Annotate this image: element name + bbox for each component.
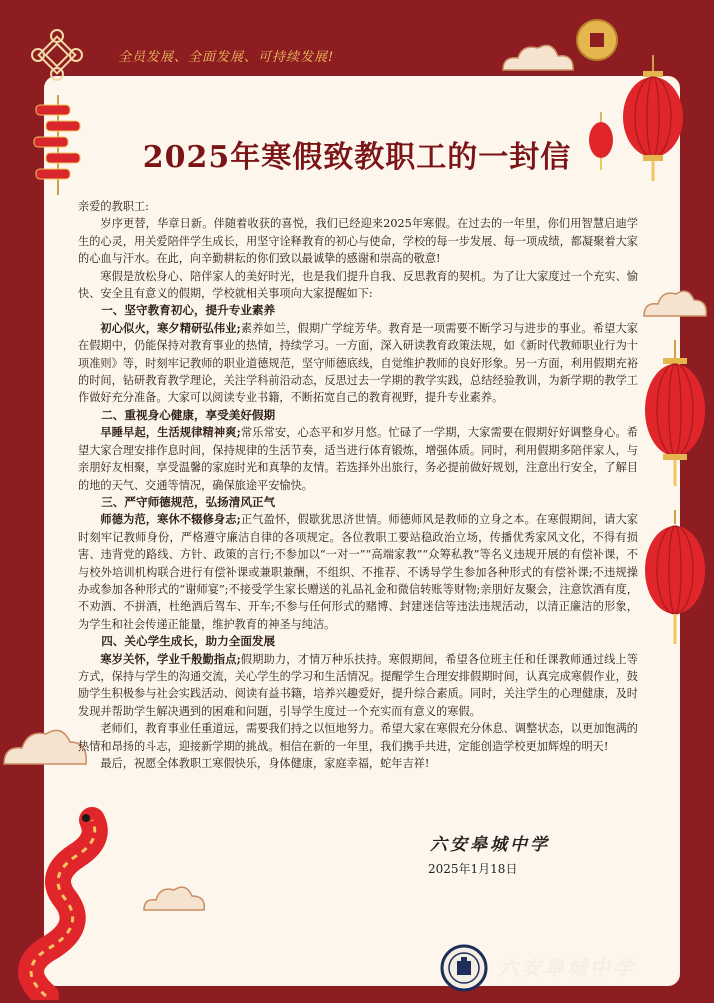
section-text: 常乐常安，心态平和岁月悠。忙碌了一学期，大家需要在假期好好调整身心。希望大家合理安排作息时间，保持规律的生活节奏，适当进行体育锻炼，增强体质。同时，利用假期多陪伴家人，与亲朋好友相聚，享受温馨的家庭时光和真挚的友情。若选择外出旅行，务必提前做好规划，注意出行安全，了解目的地的天气、交通等情况，确保旅途平安愉快。: [78, 426, 638, 492]
section-lead: 师德为范，寒休不辍修身志;: [100, 512, 241, 527]
section-text: 正气盈怀，假歇犹思济世情。师德师风是教师的立身之本。在寒假期间，请大家时刻牢记教师身份，严格遵守廉洁自律的各项规定。各位教职工要站稳政治立场，传播优秀家风文化，不得有损害、违背党的路线、方针、政策的言行;不参加以“一对一”“高端家教”“众筹私教”等名义违规开展的有偿补课，不与校外培训机构联合进行有偿补课或兼职兼酬，不组织、不推荐、不诱导学生参加各种形式的有偿补课;不违规操办或参加各种形式的“谢师宴”;不接受学生家长赠送的礼品礼金和微信转账等财物;亲朋好友聚会，注意饮酒有度，不劝酒、不拼酒，杜绝酒后驾车、开车;不参与任何形式的赌博、封建迷信等违法违规活动，以清正廉洁的形象，为学生和社会传递正能量，维护教育的神圣与纯洁。: [78, 513, 638, 631]
section-paragraph: [78, 424, 638, 494]
section-heading: 二、重视身心健康，享受美好假期: [101, 407, 276, 422]
signature-school: 六安皋城中学: [430, 835, 550, 855]
school-logo-icon: [440, 944, 488, 992]
chinese-knot-icon: [22, 20, 92, 90]
section-lead: 早睡早起，生活规律精神爽;: [100, 425, 241, 440]
cloud-icon: [640, 282, 710, 322]
intro-paragraph: 岁序更替，华章日新。伴随着收获的喜悦，我们已经迎来2025年寒假。在过去的一年里，你们用智慧启迪学生的心灵，用关爱陪伴学生成长，用坚守诠释教育的初心与使命，学校的每一步发展、每一项成绩，都凝聚着大家的心血与汗水。在此，向辛勤耕耘的你们致以最诚挚的感谢和崇高的敬意!: [78, 217, 638, 266]
coin-icon: [575, 18, 619, 62]
signature-date: 2025年1月18日: [428, 862, 518, 876]
section-lead: 初心似火，寒夕精研弘伟业;: [100, 320, 241, 335]
closing-paragraph: 最后，祝愿全体教职工寒假快乐，身体健康，家庭幸福，蛇年吉祥!: [100, 757, 430, 770]
intro-paragraph: 寒假是放松身心、陪伴家人的美好时光，也是我们提升自我、反思教育的契机。为了让大家度过一个充实、愉快、安全且有意义的假期，学校就相关事项向大家提醒如下:: [78, 269, 638, 301]
lantern-icon: [640, 510, 710, 650]
greeting: 亲爱的教职工:: [78, 200, 149, 213]
cloud-icon: [498, 38, 578, 78]
snake-icon: [6, 800, 136, 1000]
closing-paragraph: 老师们，教育事业任重道远，需要我们持之以恒地努力。希望大家在寒假充分休息、调整状态，以更加饱满的热情和昂扬的斗志，迎接新学期的挑战。相信在新的一年里，我们携手共进，定能创造学校更加辉煌的明天!: [78, 722, 638, 753]
section-paragraph: [78, 511, 638, 633]
cloud-icon: [140, 880, 210, 916]
section-lead: 寒岁关怀，学业千般勤指点;: [100, 651, 241, 666]
footer-school-name: 六安皋城中学: [498, 956, 636, 980]
section-text: 假期助力，才情万种乐扶持。寒假期间，希望各位班主任和任课教师通过线上等方式，保持与学生的沟通交流，关心学生的学习和生活情况。提醒学生合理安排假期时间，认真完成寒假作业，鼓励学生积极参与社会实践活动、阅读有益书籍，培养兴趣爱好，提升综合素质。同时，关注学生的心理健康，及时发现并帮助学生解决遇到的困难和问题，引导学生度过一个充实而有意义的寒假。: [78, 652, 638, 718]
lantern-icon: [640, 340, 710, 490]
page-title: 2025年寒假致教职工的一封信: [142, 140, 572, 175]
slogan-text: 全员发展、全面发展、可持续发展!: [118, 50, 335, 65]
cloud-icon: [0, 720, 90, 770]
section-paragraph: [78, 651, 638, 721]
section-heading: 四、关心学生成长，助力全面发展: [101, 634, 276, 649]
letter-body: [78, 198, 638, 772]
section-heading: 一、坚守教育初心，提升专业素养: [101, 303, 276, 318]
section-paragraph: [78, 320, 638, 407]
section-text: 素养如兰，假期广学绽芳华。教育是一项需要不断学习与进步的事业。希望大家在假期中，仍能保持对教育事业的热情，持续学习。一方面，深入研读教育政策法规，如《新时代教师职业行为十项准则》等，时刻牢记教师的职业道德规范，坚守师德底线，自觉维护教师的良好形象。另一方面，利用假期充裕的时间，钻研教育教学理论，关注学科前沿动态，反思过去一学期的教学实践，总结经验教训，为新学期的教学工作做好充分准备。大家可以阅读专业书籍，不断拓宽自己的教育视野，提升专业素养。: [78, 321, 638, 405]
section-heading: 三、严守师德规范，弘扬清风正气: [101, 494, 276, 509]
